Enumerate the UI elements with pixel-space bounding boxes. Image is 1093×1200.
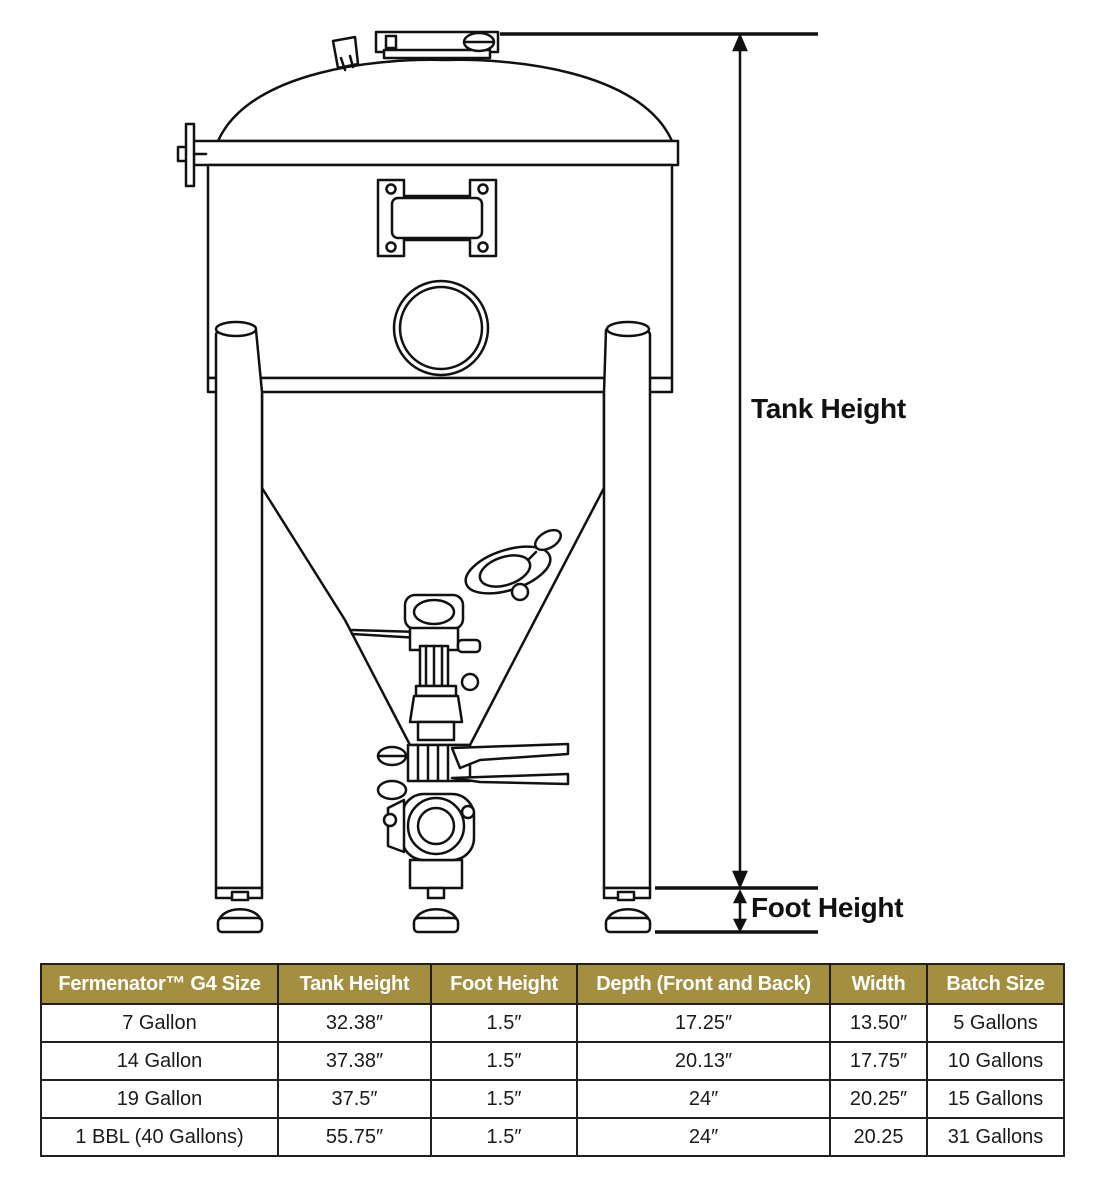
- cell-size: 14 Gallon: [41, 1042, 278, 1080]
- dump-port: [384, 794, 474, 860]
- cell-width: 13.50″: [830, 1004, 927, 1042]
- cell-width: 17.75″: [830, 1042, 927, 1080]
- cell-foot-height: 1.5″: [431, 1004, 577, 1042]
- table-row: [41, 1042, 1064, 1080]
- cell-depth: 17.25″: [577, 1004, 830, 1042]
- cell-foot-height: 1.5″: [431, 1080, 577, 1118]
- top-lid-port: [376, 32, 498, 58]
- lid-fitting: [333, 37, 358, 70]
- column-header-foot-height: Foot Height: [431, 964, 577, 1004]
- cell-tank-height: 37.5″: [278, 1080, 431, 1118]
- butterfly-valve: [378, 744, 568, 799]
- cell-tank-height: 55.75″: [278, 1118, 431, 1156]
- leg-left: [216, 322, 262, 898]
- lid-clamp-handle: [178, 124, 206, 186]
- dome-lid: [188, 60, 678, 165]
- cell-batch-size: 15 Gallons: [927, 1080, 1064, 1118]
- cell-depth: 20.13″: [577, 1042, 830, 1080]
- table-row: [41, 1080, 1064, 1118]
- cell-depth: 24″: [577, 1118, 830, 1156]
- cell-batch-size: 31 Gallons: [927, 1118, 1064, 1156]
- cell-size: 7 Gallon: [41, 1004, 278, 1042]
- column-header-tank-height: Tank Height: [278, 964, 431, 1004]
- cell-size: 19 Gallon: [41, 1080, 278, 1118]
- table-header-row: [41, 964, 1064, 1004]
- cell-batch-size: 5 Gallons: [927, 1004, 1064, 1042]
- foot-center: [410, 860, 462, 932]
- cell-width: 20.25: [830, 1118, 927, 1156]
- column-header-size: Fermenator™ G4 Size: [41, 964, 278, 1004]
- cell-depth: 24″: [577, 1080, 830, 1118]
- cell-tank-height: 32.38″: [278, 1004, 431, 1042]
- cell-batch-size: 10 Gallons: [927, 1042, 1064, 1080]
- foot-height-label: Foot Height: [751, 892, 904, 923]
- round-port: [394, 281, 488, 375]
- tank-height-label: Tank Height: [751, 393, 906, 424]
- column-header-batch-size: Batch Size: [927, 964, 1064, 1004]
- cell-foot-height: 1.5″: [431, 1042, 577, 1080]
- cell-tank-height: 37.38″: [278, 1042, 431, 1080]
- column-header-width: Width: [830, 964, 927, 1004]
- cell-size: 1 BBL (40 Gallons): [41, 1118, 278, 1156]
- cell-foot-height: 1.5″: [431, 1118, 577, 1156]
- column-header-depth: Depth (Front and Back): [577, 964, 830, 1004]
- size-spec-table: [40, 963, 1065, 1157]
- table-row: [41, 1004, 1064, 1042]
- table-row: [41, 1118, 1064, 1156]
- leg-right: [604, 322, 650, 898]
- cell-width: 20.25″: [830, 1080, 927, 1118]
